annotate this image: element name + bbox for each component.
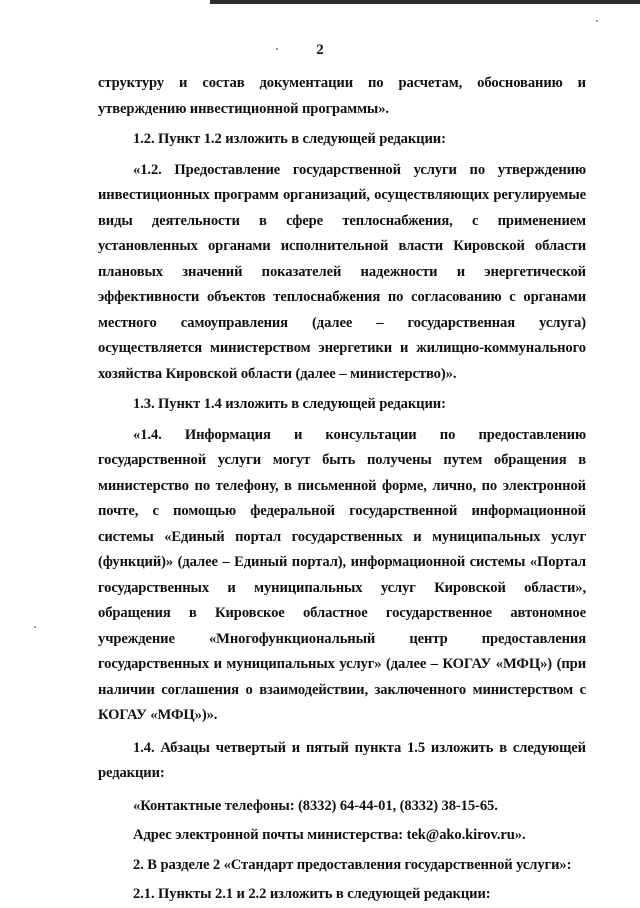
- scan-speck: [34, 626, 36, 628]
- page-top-border: [210, 0, 640, 4]
- paragraph-item-1-3: 1.3. Пункт 1.4 изложить в следующей редакции:: [133, 396, 446, 412]
- paragraph-item-1-4: 1.4. Абзацы четвертый и пятый пункта 1.5 изложить в следующей редакции:: [98, 739, 586, 781]
- paragraph-item-1-2: 1.2. Пункт 1.2 изложить в следующей редакции:: [133, 131, 446, 147]
- paragraph-item-2-1: 2.1. Пункты 2.1 и 2.2 изложить в следующей редакции:: [133, 886, 491, 902]
- paragraph-section-2: 2. В разделе 2 «Стандарт предоставления государственной услуги»:: [133, 856, 572, 873]
- document-body: [98, 71, 586, 908]
- paragraph-contact-phones: «Контактные телефоны: (8332) 64-44-01, (8332) 38-15-65.: [133, 797, 498, 814]
- paragraph-email: Адрес электронной почты министерства: tek@ako.kirov.ru».: [133, 827, 526, 843]
- paragraph-quote-1-4: «1.4. Информация и консультации по предоставлению государственной услуги могут быть получены путем обращения в министерство по телефону, в письменной форме, лично, по электронной почте, с помощью федеральной государственной информационной системы «Единый портал государственных и муниципальных услуг (функций)» (далее – Единый портал), информационной системы «Портал государственных и муниципальных услуг Кировской области», обращения в Кировское областное государственное автономное учреждение «Многофункциональный центр предоставления государственных и муниципальных услуг» (далее – КОГАУ «МФЦ») (при наличии соглашения о взаимодействии, заключенного министерством с КОГАУ «МФЦ»)».: [98, 426, 586, 723]
- paragraph-quote-1-2: «1.2. Предоставление государственной услуги по утверждению инвестиционных программ организаций, осуществляющих регулируемые виды деятельности в сфере теплоснабжения, с применением установленных органами исполнительной власти Кировской области плановых значений показателей надежности и энергетической эффективности объектов теплоснабжения по согласованию с органами местного самоуправления (далее – государственная услуга) осуществляется министерством энергетики и жилищно-коммунального хозяйства Кировской области (далее – министерство)».: [98, 161, 586, 382]
- page-number: 2: [316, 42, 324, 58]
- scan-speck: [596, 20, 598, 22]
- paragraph-continuation: структуру и состав документации по расчетам, обоснованию и утверждению инвестиционной программы».: [98, 75, 586, 117]
